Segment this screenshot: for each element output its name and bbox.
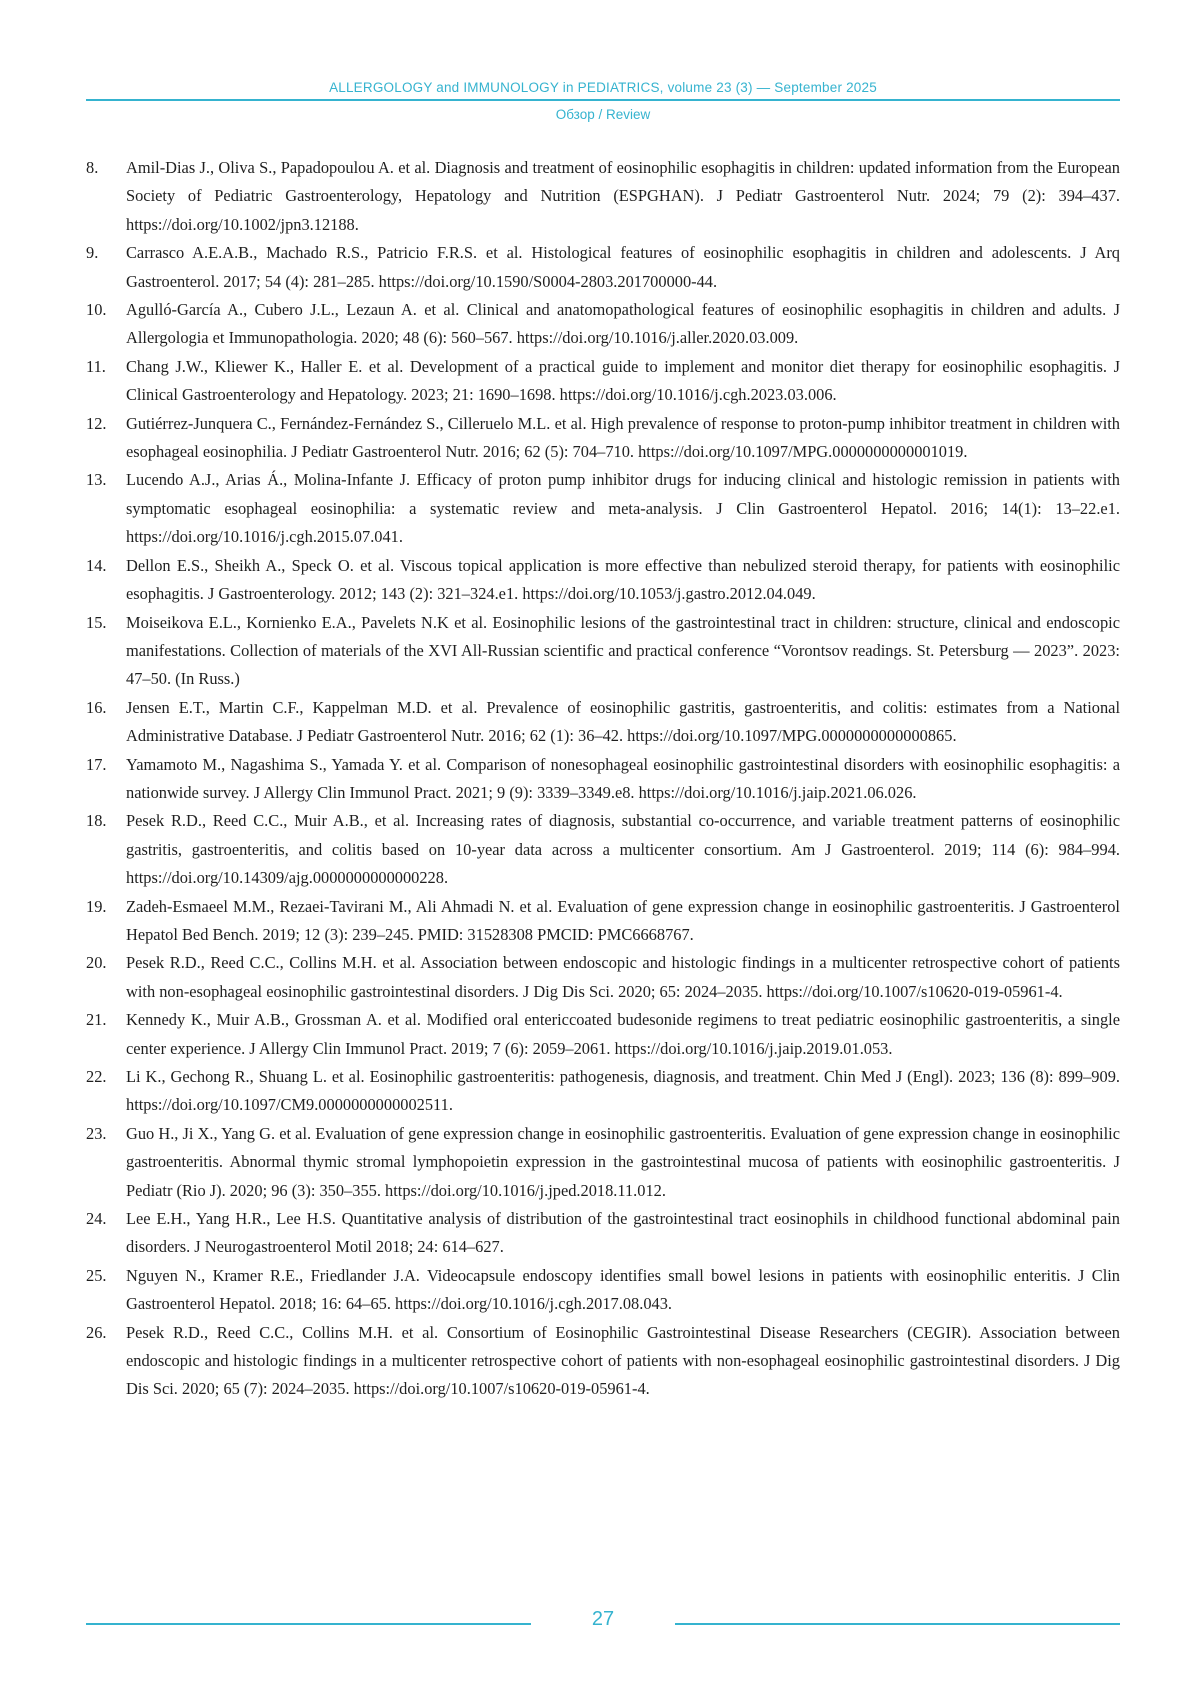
reference-item	[86, 154, 1120, 239]
reference-number: 26.	[86, 1322, 107, 1342]
reference-item	[86, 296, 1120, 353]
reference-number: 18.	[86, 811, 107, 831]
reference-item	[86, 239, 1120, 296]
reference-text: Lee E.H., Yang H.R., Lee H.S. Quantitative analysis of distribution of the gastrointestinal tract eosinophils in childhood functional abdominal pain disorders. J Neurogastroenterol Motil 2018; 24: 614–627.	[126, 1209, 1120, 1257]
reference-text: Li K., Gechong R., Shuang L. et al. Eosinophilic gastroenteritis: pathogenesis, diagnosis, and treatment. Chin Med J (Engl). 2023; 136 (8): 899–909. https://doi.org/10.1097/CM9.0000000000002511.	[126, 1067, 1120, 1115]
reference-text: Carrasco A.E.A.B., Machado R.S., Patricio F.R.S. et al. Histological features of eosinophilic esophagitis in children and adolescents. J Arq Gastroenterol. 2017; 54 (4): 281–285. https://doi.org/10.1590/S0004-2803.201700000-44.	[126, 243, 1120, 291]
reference-item	[86, 694, 1120, 751]
reference-item	[86, 1063, 1120, 1120]
reference-number: 15.	[86, 612, 107, 632]
reference-number: 11.	[86, 356, 106, 376]
reference-text: Dellon E.S., Sheikh A., Speck O. et al. Viscous topical application is more effective than nebulized steroid therapy, for patients with eosinophilic esophagitis. J Gastroenterology. 2012; 143 (2): 321–324.e1. https://doi.org/10.1053/j.gastro.2012.04.049.	[126, 555, 1120, 604]
reference-number: 22.	[86, 1067, 107, 1086]
reference-number: 9.	[86, 243, 99, 263]
reference-number: 24.	[86, 1209, 107, 1229]
reference-text: Agulló-García A., Cubero J.L., Lezaun A. et al. Clinical and anatomopathological features of eosinophilic esophagitis in children and adults. J Allergologia et Immunopathologia. 2020; 48 (6): 560–567. https://doi.org/10.1016/j.aller.2020.03.009.	[126, 300, 1120, 348]
reference-item	[86, 353, 1120, 410]
reference-text: Yamamoto M., Nagashima S., Yamada Y. et al. Comparison of nonesophageal eosinophilic gastrointestinal disorders with eosinophilic esophagitis: a nationwide survey. J Allergy Clin Immunol Pract. 2021; 9 (9): 3339–3349.e8. https://doi.org/10.1016/j.jaip.2021.06.026.	[126, 754, 1120, 802]
page-number: 27	[591, 1608, 615, 1630]
reference-text: Guo H., Ji X., Yang G. et al. Evaluation of gene expression change in eosinophilic gastroenteritis. Evaluation of gene expression change in eosinophilic gastroenteritis. Abnormal thymic stromal lymphopoietin expression in the gastrointestinal mucosa of patients with eosinophilic gastroenteritis. J Pediatr (Rio J). 2020; 96 (3): 350–355. https://doi.org/10.1016/j.jped.2018.11.012.	[126, 1123, 1120, 1200]
reference-number: 13.	[86, 470, 107, 490]
reference-number: 17.	[86, 754, 107, 774]
page-header	[86, 80, 1120, 122]
reference-item	[86, 893, 1120, 950]
footer-divider-right	[675, 1623, 1120, 1625]
reference-text: Pesek R.D., Reed C.C., Muir A.B., et al. Increasing rates of diagnosis, substantial co-occurrence, and variable treatment patterns of eosinophilic gastritis, gastroenteritis, and colitis based on 10-year data across a multicenter consortium. Am J Gastroenterol. 2019; 114 (6): 984–994. https://doi.org/10.14309/ajg.0000000000000228.	[126, 811, 1120, 888]
reference-number: 25.	[86, 1265, 107, 1285]
reference-text: Kennedy K., Muir A.B., Grossman A. et al. Modified oral entericcoated budesonide regimens to treat pediatric eosinophilic gastroenteritis, a single center experience. J Allergy Clin Immunol Pract. 2019; 7 (6): 2059–2061. https://doi.org/10.1016/j.jaip.2019.01.053.	[126, 1010, 1120, 1058]
reference-item	[86, 1262, 1120, 1319]
reference-item	[86, 807, 1120, 892]
reference-item	[86, 410, 1120, 467]
reference-item	[86, 1319, 1120, 1404]
reference-number: 21.	[86, 1010, 107, 1030]
reference-text: Nguyen N., Kramer R.E., Friedlander J.A. Videocapsule endoscopy identifies small bowel lesions in patients with eosinophilic enteritis. J Clin Gastroenterol Hepatol. 2018; 16: 64–65. https://doi.org/10.1016/j.cgh.2017.08.043.	[126, 1265, 1120, 1314]
reference-text: Lucendo A.J., Arias Á., Molina-Infante J. Efficacy of proton pump inhibitor drugs for inducing clinical and histologic remission in patients with symptomatic esophageal eosinophilia: a systematic review and meta-analysis. J Clin Gastroenterol Hepatol. 2016; 14(1): 13–22.e1. https://doi.org/10.1016/j.cgh.2015.07.041.	[126, 470, 1120, 547]
reference-item	[86, 1205, 1120, 1262]
reference-text: Gutiérrez-Junquera C., Fernández-Fernández S., Cilleruelo M.L. et al. High prevalence of response to proton-pump inhibitor treatment in children with esophageal eosinophilia. J Pediatr Gastroenterol Nutr. 2016; 62 (5): 704–710. https://doi.org/10.1097/MPG.0000000000001019.	[126, 413, 1120, 462]
reference-item	[86, 1120, 1120, 1205]
reference-item	[86, 1006, 1120, 1063]
reference-number: 10.	[86, 300, 107, 320]
reference-text: Jensen E.T., Martin C.F., Kappelman M.D. et al. Prevalence of eosinophilic gastritis, gastroenteritis, and colitis: estimates from a National Administrative Database. J Pediatr Gastroenterol Nutr. 2016; 62 (1): 36–42. https://doi.org/10.1097/MPG.0000000000000865.	[126, 697, 1120, 746]
reference-text: Chang J.W., Kliewer K., Haller E. et al. Development of a practical guide to implement and monitor diet therapy for eosinophilic esophagitis. J Clinical Gastroenterology and Hepatology. 2023; 21: 1690–1698. https://doi.org/10.1016/j.cgh.2023.03.006.	[126, 356, 1120, 405]
reference-text: Zadeh-Esmaeel M.M., Rezaei-Tavirani M., Ali Ahmadi N. et al. Evaluation of gene expression change in eosinophilic gastroenteritis. J Gastroenterol Hepatol Bed Bench. 2019; 12 (3): 239–245. PMID: 31528308 PMCID: PMC6668767.	[126, 896, 1120, 944]
reference-number: 20.	[86, 953, 107, 973]
reference-text: Amil-Dias J., Oliva S., Papadopoulou A. et al. Diagnosis and treatment of eosinophilic esophagitis in children: updated information from the European Society of Pediatric Gastroenterology, Hepatology and Nutrition (ESPGHAN). J Pediatr Gastroenterol Nutr. 2024; 79 (2): 394–437. https://doi.org/10.1002/jpn3.12188.	[126, 158, 1120, 234]
reference-item	[86, 552, 1120, 609]
reference-number: 14.	[86, 555, 107, 575]
page-footer	[86, 1608, 1120, 1638]
section-label: Обзор / Review	[555, 107, 651, 122]
reference-text: Moiseikova E.L., Kornienko E.A., Pavelets N.K et al. Eosinophilic lesions of the gastrointestinal tract in children: structure, clinical and endoscopic manifestations. Collection of materials of the XVI All-Russian scientific and practical conference “Vorontsov readings. St. Petersburg — 2023”. 2023: 47–50. (In Russ.)	[126, 612, 1120, 689]
reference-item	[86, 751, 1120, 808]
reference-number: 12.	[86, 413, 107, 433]
reference-item	[86, 949, 1120, 1006]
reference-number: 8.	[86, 158, 99, 177]
reference-text: Pesek R.D., Reed C.C., Collins M.H. et al. Association between endoscopic and histologic findings in a multicenter retrospective cohort of patients with non-esophageal eosinophilic gastrointestinal disorders. J Dig Dis Sci. 2020; 65: 2024–2035. https://doi.org/10.1007/s10620-019-05961-4.	[126, 953, 1120, 1001]
reference-item	[86, 466, 1120, 551]
reference-item	[86, 609, 1120, 694]
reference-number: 23.	[86, 1123, 107, 1143]
journal-title: ALLERGOLOGY and IMMUNOLOGY in PEDIATRICS, volume 23 (3) — September 2025	[329, 80, 877, 95]
reference-list	[86, 154, 1120, 1404]
reference-number: 16.	[86, 697, 107, 717]
reference-number: 19.	[86, 896, 107, 916]
reference-text: Pesek R.D., Reed C.C., Collins M.H. et al. Consortium of Eosinophilic Gastrointestinal Disease Researchers (CEGIR). Association between endoscopic and histologic findings in a multicenter retrospective cohort of patients with non-esophageal eosinophilic gastrointestinal disorders. J Dig Dis Sci. 2020; 65 (7): 2024–2035. https://doi.org/10.1007/s10620-019-05961-4.	[126, 1322, 1120, 1399]
